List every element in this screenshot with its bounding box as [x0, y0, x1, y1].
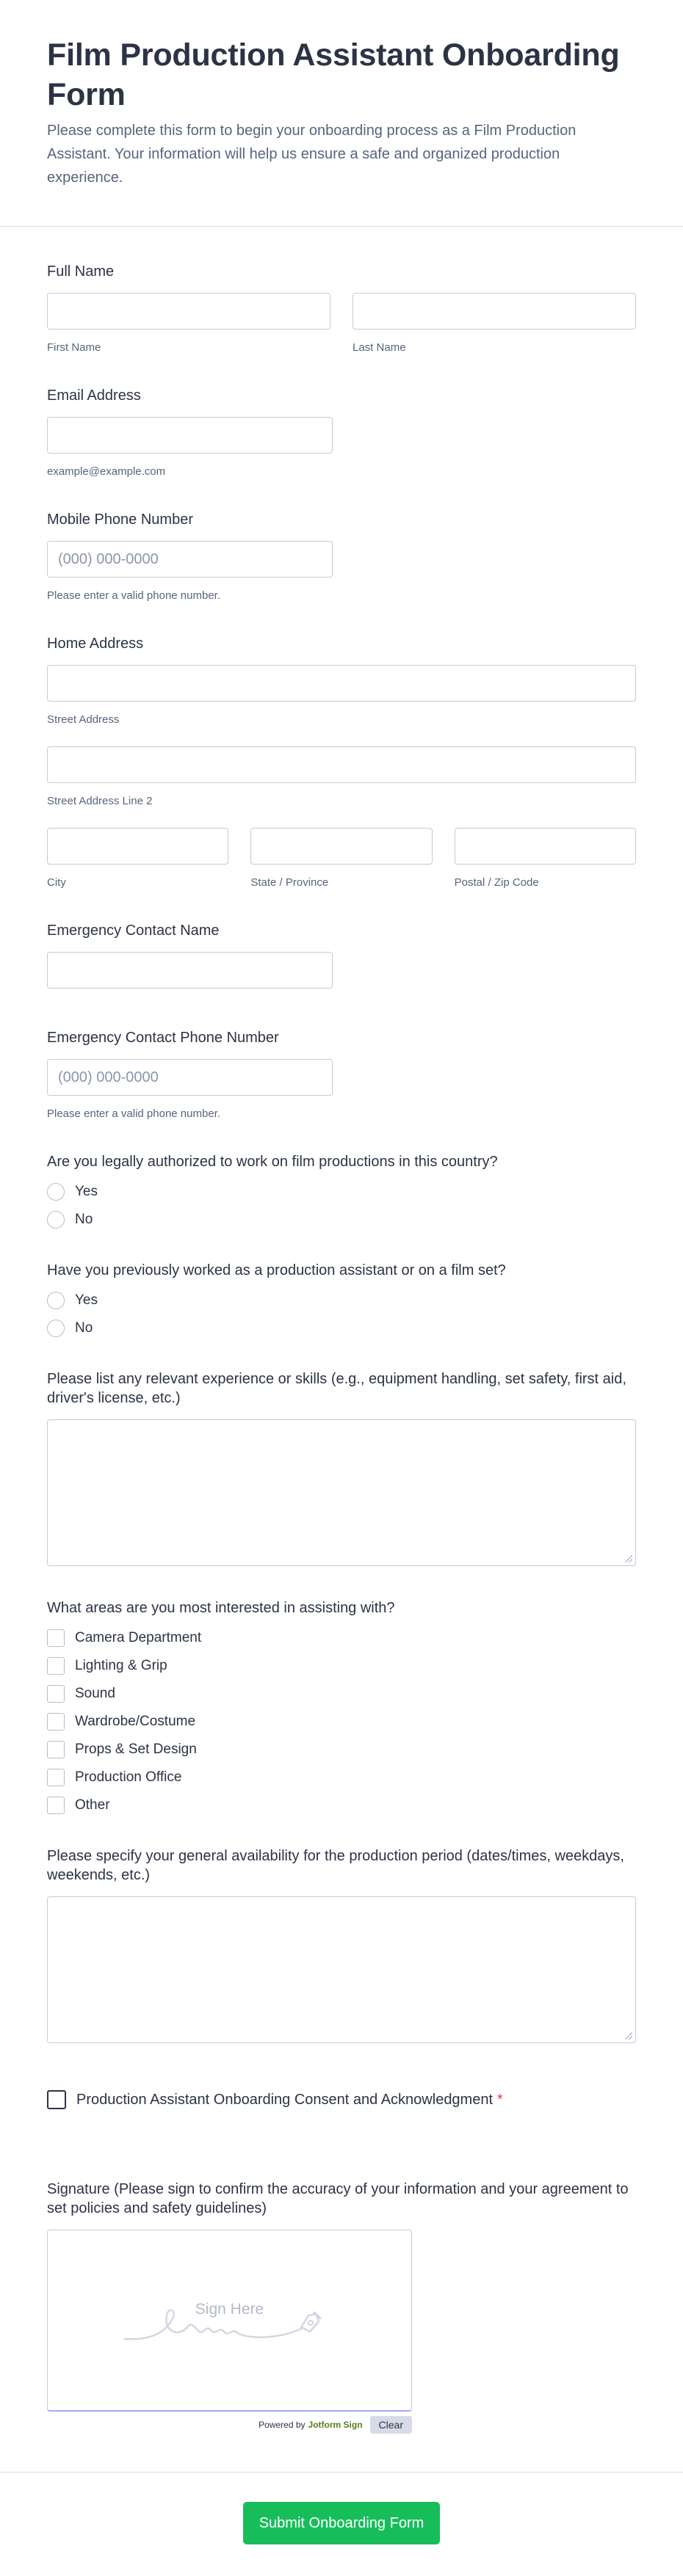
areas-option[interactable]	[47, 1657, 636, 1675]
city-sublabel: City	[47, 876, 66, 889]
signature-scribble-icon	[48, 2230, 413, 2412]
street-address-sublabel: Street Address	[47, 713, 120, 726]
worked-before-option-yes[interactable]	[47, 1292, 636, 1309]
option-label: Props & Set Design	[75, 1742, 197, 1757]
submit-button[interactable]: Submit Onboarding Form	[243, 2502, 440, 2544]
radio-button[interactable]	[47, 1183, 65, 1201]
checkbox[interactable]	[47, 1629, 65, 1647]
first-name-input[interactable]	[47, 293, 330, 330]
radio-button[interactable]	[47, 1292, 65, 1309]
radio-button[interactable]	[47, 1211, 65, 1229]
experience-textarea[interactable]	[47, 1419, 636, 1566]
resize-handle-icon[interactable]	[625, 2032, 632, 2040]
areas-option[interactable]	[47, 1685, 636, 1703]
street-address-input[interactable]	[47, 665, 636, 702]
checkbox[interactable]	[47, 1797, 65, 1814]
option-label: Yes	[75, 1292, 98, 1308]
availability-textarea[interactable]	[47, 1896, 636, 2043]
consent-checkbox[interactable]	[47, 2090, 66, 2109]
availability-label: Please specify your general availability for the production period (dates/times, weekdays, weekends, etc.)	[47, 1848, 624, 1883]
full-name-label: Full Name	[47, 263, 115, 280]
phone-input[interactable]	[47, 541, 333, 578]
first-name-sublabel: First Name	[47, 341, 101, 354]
option-label: No	[75, 1320, 93, 1336]
required-asterisk: *	[497, 2091, 503, 2108]
emergency-name-input[interactable]	[47, 952, 333, 989]
phone-sublabel: Please enter a valid phone number.	[47, 589, 220, 602]
form-body	[0, 227, 683, 2434]
email-sublabel: example@example.com	[47, 465, 166, 478]
email-label: Email Address	[47, 388, 141, 404]
option-label: Camera Department	[75, 1630, 202, 1645]
checkbox[interactable]	[47, 1713, 65, 1731]
city-input[interactable]	[47, 828, 228, 865]
signature-pad[interactable]	[47, 2230, 412, 2412]
question-emergency-phone	[47, 1028, 636, 1120]
authorized-label: Are you legally authorized to work on film productions in this country?	[47, 1154, 498, 1170]
address-label: Home Address	[47, 636, 144, 652]
question-emergency-name	[47, 921, 636, 989]
areas-option[interactable]	[47, 1769, 636, 1786]
pen-nib-icon	[301, 2313, 320, 2332]
emergency-name-label: Emergency Contact Name	[47, 923, 220, 939]
radio-button[interactable]	[47, 1320, 65, 1337]
authorized-option-yes[interactable]	[47, 1183, 636, 1201]
option-label: Other	[75, 1797, 110, 1813]
question-authorized	[47, 1152, 636, 1229]
state-sublabel: State / Province	[250, 876, 329, 889]
option-label: No	[75, 1212, 93, 1227]
consent-label: Production Assistant Onboarding Consent and Acknowledgment	[76, 2091, 494, 2108]
experience-label: Please list any relevant experience or skills (e.g., equipment handling, set safety, first aid, driver's license, etc.)	[47, 1371, 626, 1406]
question-worked-before	[47, 1261, 636, 1337]
zip-input[interactable]	[455, 828, 636, 865]
form-footer	[0, 2472, 683, 2576]
worked-before-label: Have you previously worked as a production assistant or on a film set?	[47, 1262, 506, 1278]
clear-signature-button[interactable]: Clear	[370, 2416, 412, 2434]
areas-option[interactable]	[47, 1629, 636, 1647]
question-full-name	[47, 262, 636, 354]
question-experience	[47, 1369, 636, 1566]
areas-label: What areas are you most interested in assisting with?	[47, 1600, 395, 1616]
last-name-sublabel: Last Name	[353, 341, 406, 354]
resize-handle-icon[interactable]	[625, 1555, 632, 1562]
option-label: Sound	[75, 1686, 115, 1701]
option-label: Production Office	[75, 1769, 182, 1785]
form-description: Please complete this form to begin your onboarding process as a Film Production Assistant. Your information will help us ensure a safe and organized production experience.	[47, 123, 577, 186]
signature-label: Signature (Please sign to confirm the accuracy of your information and your agreement to set policies and safety guidelines)	[47, 2181, 629, 2216]
question-consent	[47, 2090, 636, 2109]
option-label: Wardrobe/Costume	[75, 1714, 196, 1729]
option-label: Lighting & Grip	[75, 1658, 167, 1673]
signature-placeholder: Sign Here	[195, 2301, 264, 2318]
areas-option[interactable]	[47, 1741, 636, 1758]
question-email	[47, 386, 636, 478]
checkbox[interactable]	[47, 1685, 65, 1703]
question-address	[47, 634, 636, 889]
checkbox[interactable]	[47, 1657, 65, 1675]
consent-checkbox-row[interactable]	[47, 2090, 636, 2109]
state-input[interactable]	[250, 828, 432, 865]
emergency-phone-label: Emergency Contact Phone Number	[47, 1030, 279, 1046]
last-name-input[interactable]	[353, 293, 636, 330]
zip-sublabel: Postal / Zip Code	[454, 876, 539, 889]
question-signature	[47, 2180, 636, 2434]
option-label: Yes	[75, 1184, 98, 1199]
areas-option[interactable]	[47, 1797, 636, 1814]
emergency-phone-input[interactable]	[47, 1059, 333, 1096]
powered-by-text: Powered by	[259, 2420, 306, 2430]
question-availability	[47, 1847, 636, 2043]
question-phone	[47, 510, 636, 602]
email-input[interactable]	[47, 417, 333, 454]
jotform-sign-link[interactable]: Jotform Sign	[308, 2420, 363, 2430]
question-areas	[47, 1598, 636, 1814]
authorized-option-no[interactable]	[47, 1211, 636, 1229]
areas-option[interactable]	[47, 1713, 636, 1731]
form-header	[0, 0, 683, 227]
signature-footer	[47, 2416, 412, 2434]
checkbox[interactable]	[47, 1741, 65, 1758]
street-address-2-sublabel: Street Address Line 2	[47, 795, 153, 807]
phone-label: Mobile Phone Number	[47, 512, 193, 528]
worked-before-option-no[interactable]	[47, 1320, 636, 1337]
street-address-2-input[interactable]	[47, 746, 636, 783]
emergency-phone-sublabel: Please enter a valid phone number.	[47, 1107, 220, 1120]
checkbox[interactable]	[47, 1769, 65, 1786]
form-title: Film Production Assistant Onboarding Form	[47, 37, 620, 112]
